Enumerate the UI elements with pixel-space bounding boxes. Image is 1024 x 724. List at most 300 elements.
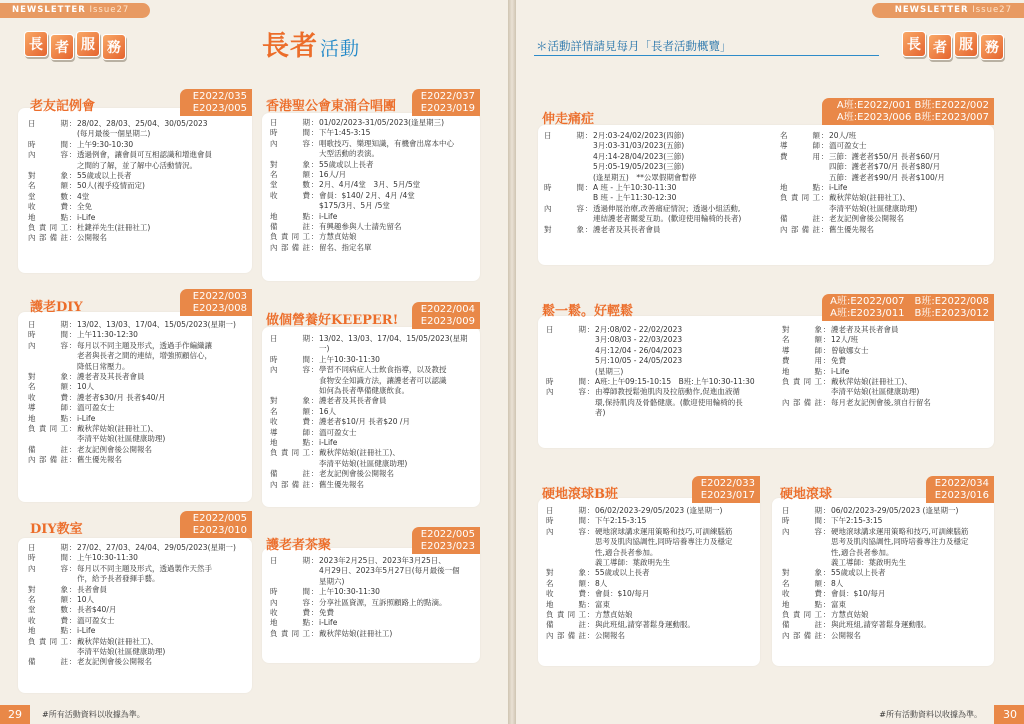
info-row bbox=[28, 129, 248, 139]
info-label: 時間 bbox=[270, 354, 310, 364]
info-colon: ： bbox=[68, 455, 77, 465]
info-value: 李清平姑娘(社區健康助理) bbox=[319, 458, 408, 468]
info-value: 李清平姑娘(社區健康助理) bbox=[77, 434, 166, 444]
info-label bbox=[546, 346, 586, 356]
info-colon bbox=[820, 204, 829, 214]
info-colon: ： bbox=[822, 516, 831, 526]
info-row bbox=[544, 162, 774, 172]
info-value: 透過例會，讓會員可互相認識和增進會員 bbox=[77, 150, 212, 160]
info-colon: ： bbox=[68, 626, 77, 636]
info-row bbox=[28, 585, 248, 595]
info-label: 日期 bbox=[28, 543, 68, 552]
info-value: 思考及肌肉協調性,同時培養專注力及穩定 bbox=[595, 537, 733, 547]
info-row bbox=[544, 204, 774, 214]
activity-code-badge bbox=[180, 511, 252, 538]
info-value: 唱歌技巧、樂理知識，有機會出席本中心 bbox=[319, 138, 454, 148]
info-row bbox=[270, 139, 476, 149]
info-colon: ： bbox=[586, 568, 595, 578]
info-row bbox=[270, 232, 476, 242]
info-value: 大型活動的表演。 bbox=[319, 149, 379, 159]
info-colon bbox=[584, 173, 593, 183]
info-row bbox=[544, 152, 774, 162]
info-row bbox=[28, 330, 248, 340]
info-value: 20人/班 bbox=[829, 131, 857, 140]
info-row bbox=[28, 414, 248, 424]
info-label: 地點 bbox=[270, 211, 310, 221]
info-label: 地點 bbox=[782, 366, 822, 376]
info-label: 內部備註 bbox=[270, 479, 310, 489]
info-value: 護老者及其長者會員 bbox=[593, 224, 661, 234]
info-label: 內容 bbox=[546, 526, 586, 536]
info-label: 對象 bbox=[782, 568, 822, 578]
info-row bbox=[782, 377, 992, 387]
info-value: 戴秋萍姑娘(註冊社工) bbox=[319, 628, 393, 638]
info-value: 上午10:30-11:30 bbox=[319, 354, 380, 364]
info-value: 者) bbox=[595, 408, 606, 418]
info-colon: ： bbox=[822, 325, 831, 334]
info-row bbox=[544, 193, 774, 203]
info-row bbox=[28, 393, 248, 403]
info-label: 備註 bbox=[546, 620, 586, 630]
info-value: 2月:03-24/02/2023(四節) bbox=[593, 131, 685, 140]
banner-tile: 長 bbox=[24, 31, 48, 57]
info-label: 備註 bbox=[270, 222, 310, 232]
banner-tiles bbox=[24, 31, 126, 57]
info-row bbox=[546, 325, 776, 335]
info-value: 透過伸展治療,改善痛症情況；透過小組活動, bbox=[593, 203, 741, 213]
info-value: i-Life bbox=[319, 438, 338, 448]
info-colon: ： bbox=[586, 506, 595, 515]
activity-code: E2023/017 bbox=[700, 489, 755, 501]
info-label bbox=[546, 335, 586, 345]
info-label: 名額 bbox=[270, 170, 310, 180]
info-colon bbox=[310, 149, 319, 159]
info-row bbox=[28, 320, 248, 330]
info-value: 16人 bbox=[319, 406, 337, 416]
info-colon: ： bbox=[310, 438, 319, 448]
activity-code-badge bbox=[926, 476, 994, 503]
info-rows bbox=[546, 506, 758, 641]
info-label: 對象 bbox=[270, 396, 310, 406]
info-label: 內部備註 bbox=[780, 224, 820, 234]
info-rows bbox=[544, 131, 774, 235]
info-colon: ： bbox=[68, 191, 77, 201]
info-label: 日期 bbox=[544, 131, 584, 140]
info-row bbox=[544, 141, 774, 151]
info-label: 內部備註 bbox=[782, 397, 822, 407]
info-label: 地點 bbox=[28, 212, 68, 222]
info-row bbox=[270, 149, 476, 159]
info-row bbox=[28, 213, 248, 223]
info-value: 戴秋萍姑娘(註冊社工)、 bbox=[319, 448, 400, 458]
info-label bbox=[544, 214, 584, 224]
info-label: 收費 bbox=[782, 589, 822, 599]
info-value: 長者會員 bbox=[77, 584, 107, 594]
info-colon bbox=[310, 577, 319, 587]
activity-code-badge bbox=[822, 98, 994, 125]
info-row bbox=[270, 556, 476, 566]
banner-tile: 務 bbox=[980, 34, 1004, 60]
info-value: 上午9:30-10:30 bbox=[77, 139, 134, 149]
info-label: 備註 bbox=[28, 657, 68, 667]
info-row bbox=[544, 214, 774, 224]
info-colon: ： bbox=[68, 171, 77, 181]
info-value: 李清平姑娘(社區健康助理) bbox=[77, 647, 166, 657]
info-row bbox=[270, 618, 476, 628]
info-value: $175/3月、5月 /5堂 bbox=[319, 201, 390, 211]
info-label: 名額 bbox=[782, 335, 822, 345]
info-label: 收費 bbox=[28, 392, 68, 402]
info-colon: ： bbox=[586, 630, 595, 640]
info-value: 55歲或以上長者 bbox=[319, 159, 374, 169]
info-colon: ： bbox=[822, 526, 831, 536]
info-colon bbox=[310, 566, 319, 576]
info-row bbox=[782, 346, 992, 356]
info-value: 四節：護老者$70/月 長者$80/月 bbox=[829, 162, 941, 172]
activity-title: 硬地滾球 bbox=[780, 487, 833, 502]
info-colon: ： bbox=[68, 657, 77, 667]
info-row bbox=[782, 398, 992, 408]
info-label bbox=[780, 162, 820, 172]
activity-code-badge bbox=[412, 527, 480, 554]
info-colon bbox=[310, 201, 319, 211]
info-label: 內容 bbox=[270, 138, 310, 148]
notice-text: ＊活動詳情請見每月「長者活動概覽」 bbox=[536, 39, 732, 53]
info-value: 食物安全知識方法，讓護老者可以認識 bbox=[319, 375, 447, 385]
info-row bbox=[546, 387, 776, 397]
info-value: 4月:12/04 - 26/04/2023 bbox=[595, 345, 683, 355]
info-label: 內部備註 bbox=[782, 630, 822, 640]
info-colon bbox=[310, 459, 319, 469]
info-value: 留名、指定名單 bbox=[319, 242, 372, 252]
info-row bbox=[782, 387, 992, 397]
info-colon bbox=[822, 537, 831, 547]
info-value: 降低日常壓力。 bbox=[77, 361, 130, 371]
info-label: 備註 bbox=[782, 620, 822, 630]
info-label: 地點 bbox=[28, 626, 68, 636]
info-value: 護老者及其長者會員 bbox=[319, 396, 387, 406]
page-number: 29 bbox=[8, 708, 22, 721]
info-label: 名額 bbox=[780, 131, 820, 140]
info-value: A 班 - 上午10:30-11:30 bbox=[593, 183, 677, 193]
info-label: 名額 bbox=[270, 406, 310, 416]
info-label bbox=[780, 204, 820, 214]
info-row bbox=[28, 233, 248, 243]
info-colon bbox=[68, 129, 77, 139]
info-label: 內部備註 bbox=[28, 455, 68, 465]
info-row bbox=[782, 506, 992, 516]
info-colon: ： bbox=[586, 377, 595, 387]
info-colon: ： bbox=[68, 543, 77, 552]
info-colon: ： bbox=[820, 141, 829, 151]
info-label: 時間 bbox=[782, 516, 822, 526]
info-label: 堂數 bbox=[270, 180, 310, 190]
info-colon: ： bbox=[310, 118, 319, 127]
info-label bbox=[782, 537, 822, 547]
info-value: 護老者及其長者會員 bbox=[831, 325, 899, 334]
info-label bbox=[270, 201, 310, 211]
info-value: 與此班組,請穿著鬆身運動服。 bbox=[831, 620, 931, 630]
info-value: 戴秋萍姑娘(註冊社工)、 bbox=[831, 377, 912, 387]
info-value: 4月29日、2023年5月27日(每月最後一個 bbox=[319, 566, 460, 576]
info-label: 時間 bbox=[28, 553, 68, 563]
info-colon: ： bbox=[586, 526, 595, 536]
info-label: 對象 bbox=[28, 584, 68, 594]
info-value: 環,保持肌肉及骨骼健康。(歡迎使用輪椅的長 bbox=[595, 397, 743, 407]
info-row bbox=[270, 417, 476, 427]
info-row bbox=[782, 548, 992, 558]
info-row bbox=[28, 181, 248, 191]
info-row bbox=[782, 356, 992, 366]
info-value: 戴秋萍姑娘(註冊社工)、 bbox=[77, 424, 158, 434]
info-colon: ： bbox=[584, 183, 593, 193]
info-row bbox=[546, 620, 758, 630]
info-label bbox=[782, 558, 822, 568]
info-row bbox=[28, 424, 248, 434]
info-value: 5月:05-19/05/2023(三節) bbox=[593, 162, 685, 172]
info-label: 堂數 bbox=[28, 605, 68, 615]
info-value: B 班 - 上午11:30-12:30 bbox=[593, 193, 677, 203]
info-label: 負責同工 bbox=[782, 377, 822, 387]
activity-code: E2023/016 bbox=[934, 489, 989, 501]
activity-code: A班:E2022/001 B班:E2022/002 bbox=[836, 100, 989, 111]
info-value: 如何為長者準備健康飲食。 bbox=[319, 386, 409, 396]
info-label bbox=[544, 173, 584, 183]
info-colon bbox=[586, 537, 595, 547]
info-value: 老友記例會後公開報名 bbox=[77, 657, 152, 667]
info-colon bbox=[310, 386, 319, 396]
info-row bbox=[270, 438, 476, 448]
info-label: 費用 bbox=[780, 151, 820, 161]
info-row bbox=[28, 362, 248, 372]
activity-code: A班:E2023/006 B班:E2023/007 bbox=[836, 111, 989, 123]
info-label bbox=[270, 566, 310, 576]
info-colon: ： bbox=[68, 119, 77, 128]
info-label: 地點 bbox=[780, 183, 820, 193]
info-value: 與此班組,請穿著鬆身運動服。 bbox=[595, 620, 695, 630]
info-value: i-Life bbox=[77, 413, 96, 423]
info-label: 收費 bbox=[270, 608, 310, 618]
info-label bbox=[780, 173, 820, 183]
info-label: 時間 bbox=[28, 330, 68, 340]
info-colon: ： bbox=[68, 233, 77, 243]
info-label bbox=[270, 376, 310, 386]
info-value: i-Life bbox=[831, 366, 850, 376]
info-value: 55歲或以上長者 bbox=[77, 171, 132, 181]
info-label: 名額 bbox=[782, 578, 822, 588]
info-colon: ： bbox=[310, 396, 319, 406]
info-value: 4月:14-28/04/2023(三節) bbox=[593, 151, 685, 161]
info-rows bbox=[546, 325, 776, 419]
info-colon: ： bbox=[310, 170, 319, 180]
info-row bbox=[270, 566, 476, 576]
info-colon: ： bbox=[310, 354, 319, 364]
info-rows bbox=[782, 325, 992, 408]
info-label: 時間 bbox=[270, 587, 310, 597]
info-row bbox=[28, 403, 248, 413]
info-label: 內容 bbox=[28, 563, 68, 573]
info-label: 日期 bbox=[546, 325, 586, 334]
info-rows bbox=[28, 119, 248, 244]
info-colon: ： bbox=[68, 595, 77, 605]
info-row bbox=[28, 341, 248, 351]
info-colon bbox=[68, 362, 77, 372]
page-title-sub: 活動 bbox=[320, 38, 361, 60]
info-row bbox=[546, 558, 758, 568]
info-row bbox=[780, 193, 990, 203]
info-label: 地點 bbox=[270, 438, 310, 448]
activity-code: E2023/008 bbox=[192, 302, 247, 314]
info-colon: ： bbox=[68, 413, 77, 423]
info-value: 會員：$10/每月 bbox=[831, 589, 886, 599]
info-row bbox=[546, 527, 758, 537]
info-value: 溫可盈女士 bbox=[319, 427, 357, 437]
info-row bbox=[782, 558, 992, 568]
info-value: 下午2:15-3:15 bbox=[831, 516, 883, 526]
newsletter-issue: Issue27 bbox=[89, 5, 130, 15]
info-row bbox=[546, 548, 758, 558]
info-colon: ： bbox=[310, 587, 319, 597]
notice-underline bbox=[534, 55, 879, 56]
info-row bbox=[546, 398, 776, 408]
info-row bbox=[546, 377, 776, 387]
info-colon: ： bbox=[68, 563, 77, 573]
activity-code: E2023/019 bbox=[420, 102, 475, 114]
info-value: 溫可盈女士 bbox=[77, 615, 115, 625]
info-colon bbox=[584, 193, 593, 203]
info-value: 方慧貞姑娘 bbox=[595, 610, 633, 620]
info-label: 日期 bbox=[28, 119, 68, 128]
activity-code: E2023/005 bbox=[192, 102, 247, 114]
info-label: 對象 bbox=[546, 568, 586, 578]
activity-code: A班:E2023/011 B班:E2023/012 bbox=[830, 307, 989, 319]
info-value: 每月以不同主題及形式，透過手作編織讓 bbox=[77, 340, 212, 350]
info-row bbox=[546, 506, 758, 516]
info-value: 2月:08/02 - 22/02/2023 bbox=[595, 325, 683, 334]
info-row bbox=[28, 351, 248, 361]
info-colon: ： bbox=[310, 128, 319, 138]
info-value: 公開報名 bbox=[77, 233, 107, 243]
info-label bbox=[28, 574, 68, 584]
info-row bbox=[780, 141, 990, 151]
info-colon bbox=[310, 376, 319, 386]
info-row bbox=[270, 608, 476, 618]
info-value: 老者與長者之間的連結，增強照顧信心， bbox=[77, 351, 212, 361]
info-colon bbox=[586, 346, 595, 356]
info-colon: ： bbox=[310, 180, 319, 190]
info-value: 硬地滾球講求運用策略和技巧,可訓練腦筋 bbox=[595, 526, 733, 536]
info-label: 負責同工 bbox=[28, 223, 68, 233]
info-row bbox=[28, 553, 248, 563]
info-label bbox=[546, 558, 586, 568]
info-value: i-Life bbox=[319, 211, 338, 221]
activity-code-badge bbox=[412, 302, 480, 329]
newsletter-issue: Issue27 bbox=[972, 5, 1012, 15]
info-value: (星期三) bbox=[595, 366, 624, 376]
info-colon: ： bbox=[822, 610, 831, 620]
info-colon: ： bbox=[68, 330, 77, 340]
info-value: 五節：護老者$90/月 長者$100/月 bbox=[829, 172, 945, 182]
info-row bbox=[270, 577, 476, 587]
info-colon: ： bbox=[310, 190, 319, 200]
page-title bbox=[262, 24, 360, 63]
info-colon: ： bbox=[822, 356, 831, 366]
info-colon: ： bbox=[310, 618, 319, 628]
info-row bbox=[270, 448, 476, 458]
info-row bbox=[546, 356, 776, 366]
info-row bbox=[270, 365, 476, 375]
info-value: 戴秋萍姑娘(註冊社工)、 bbox=[829, 193, 910, 203]
info-colon: ： bbox=[822, 397, 831, 407]
info-label: 日期 bbox=[270, 118, 310, 127]
info-row bbox=[544, 131, 774, 141]
info-row bbox=[28, 161, 248, 171]
info-row bbox=[270, 170, 476, 180]
info-row bbox=[546, 367, 776, 377]
info-row bbox=[28, 455, 248, 465]
info-colon: ： bbox=[310, 222, 319, 232]
info-value: 2023年2月25日、2023年3月25日、 bbox=[319, 556, 446, 565]
info-label: 內容 bbox=[782, 526, 822, 536]
info-row bbox=[270, 128, 476, 138]
info-value: 4堂 bbox=[77, 191, 90, 201]
info-label: 內部備註 bbox=[546, 630, 586, 640]
info-row bbox=[270, 201, 476, 211]
info-row bbox=[782, 600, 992, 610]
info-value: 星期六) bbox=[319, 576, 345, 586]
newsletter-label: NEWSLETTER bbox=[894, 5, 969, 15]
info-row bbox=[270, 598, 476, 608]
activity-code-badge bbox=[412, 89, 480, 116]
info-row bbox=[544, 225, 774, 235]
info-label bbox=[544, 141, 584, 151]
info-row bbox=[546, 335, 776, 345]
info-row bbox=[28, 119, 248, 129]
info-value: 由導師教授鬆弛肌肉及拉筋動作,促進血液循 bbox=[595, 387, 740, 397]
info-colon: ： bbox=[68, 584, 77, 594]
info-label: 負責同工 bbox=[270, 448, 310, 458]
info-value: 義工導師：葉啟明先生 bbox=[831, 558, 906, 568]
info-colon: ： bbox=[586, 620, 595, 630]
info-colon bbox=[584, 162, 593, 172]
info-colon bbox=[586, 558, 595, 568]
info-label: 備註 bbox=[28, 444, 68, 454]
info-value: 分享社區資源，互訴照顧路上的點滴。 bbox=[319, 597, 447, 607]
info-label bbox=[270, 577, 310, 587]
info-colon bbox=[68, 161, 77, 171]
info-label: 對象 bbox=[270, 159, 310, 169]
info-colon: ： bbox=[822, 589, 831, 599]
info-label: 費用 bbox=[782, 356, 822, 366]
info-label bbox=[544, 162, 584, 172]
info-colon: ： bbox=[822, 630, 831, 640]
info-label: 導師 bbox=[28, 403, 68, 413]
info-value: 免費 bbox=[831, 356, 846, 366]
info-value: 之間的了解，並了解中心活動情況。 bbox=[77, 160, 197, 170]
info-label bbox=[28, 129, 68, 139]
info-colon bbox=[584, 152, 593, 162]
info-row bbox=[546, 600, 758, 610]
info-colon: ： bbox=[586, 387, 595, 397]
info-colon: ： bbox=[310, 597, 319, 607]
info-colon: ： bbox=[820, 183, 829, 193]
info-colon: ： bbox=[68, 392, 77, 402]
info-row bbox=[782, 325, 992, 335]
info-row bbox=[270, 334, 476, 355]
info-value: 老友記例會後公開報名 bbox=[319, 469, 394, 479]
info-colon: ： bbox=[310, 556, 319, 565]
info-colon: ： bbox=[68, 403, 77, 413]
